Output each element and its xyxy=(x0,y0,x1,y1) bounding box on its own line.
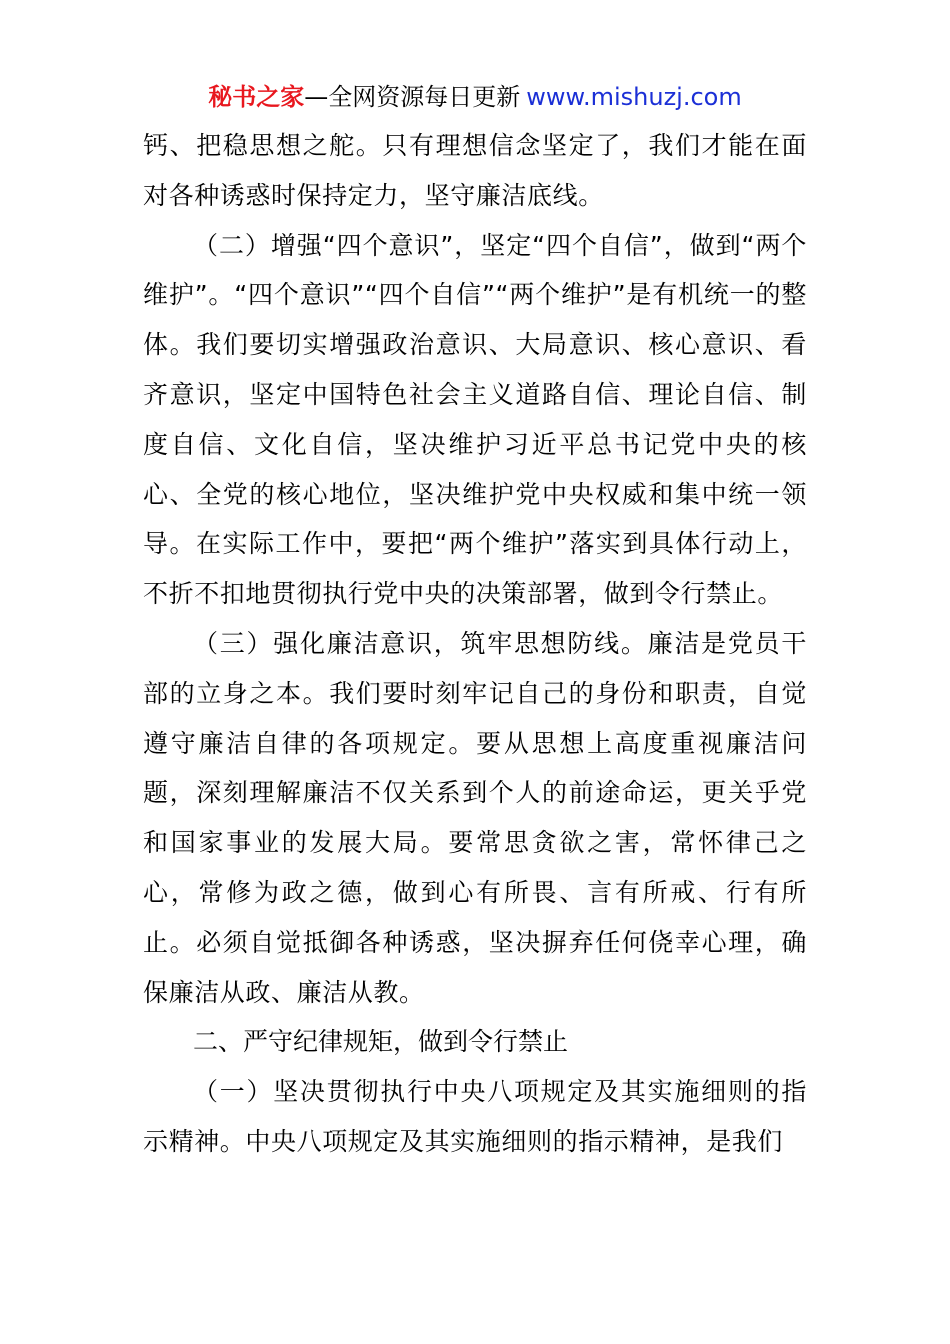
document-body xyxy=(143,121,807,1167)
section-heading-2: 二、严守纪律规矩，做到令行禁止 xyxy=(193,1027,569,1057)
header-slogan: —全网资源每日更新 xyxy=(304,83,521,111)
site-url-link[interactable]: www.mishuzj.com xyxy=(526,83,742,111)
site-header xyxy=(0,80,950,114)
paragraph-section-2-1: （一）坚决贯彻执行中央八项规定及其实施细则的指示精神。中央八项规定及其实施细则的指示精神，是我们 xyxy=(143,1077,807,1156)
paragraph-section-1-2: （二）增强“四个意识”，坚定“四个自信”，做到“两个维护”。“四个意识”“四个自信”“两个维护”是有机统一的整体。我们要切实增强政治意识、大局意识、核心意识、看齐意识，坚定中国特色社会主义道路自信、理论自信、制度自信、文化自信，坚决维护习近平总书记党中央的核心、全党的核心地位，坚决维护党中央权威和集中统一领导。在实际工作中，要把“两个维护”落实到具体行动上，不折不扣地贯彻执行党中央的决策部署，做到令行禁止。 xyxy=(143,230,807,609)
brand-name: 秘书之家 xyxy=(208,83,305,111)
paragraph-continuation: 钙、把稳思想之舵。只有理想信念坚定了，我们才能在面对各种诱惑时保持定力，坚守廉洁底线。 xyxy=(143,131,807,210)
paragraph-section-1-3: （三）强化廉洁意识，筑牢思想防线。廉洁是党员干部的立身之本。我们要时刻牢记自己的身份和职责，自觉遵守廉洁自律的各项规定。要从思想上高度重视廉洁问题，深刻理解廉洁不仅关系到个人的前途命运，更关乎党和国家事业的发展大局。要常思贪欲之害，常怀律己之心，常修为政之德，做到心有所畏、言有所戒、行有所止。必须自觉抵御各种诱惑，坚决摒弃任何侥幸心理，确保廉洁从政、廉洁从教。 xyxy=(143,628,807,1007)
